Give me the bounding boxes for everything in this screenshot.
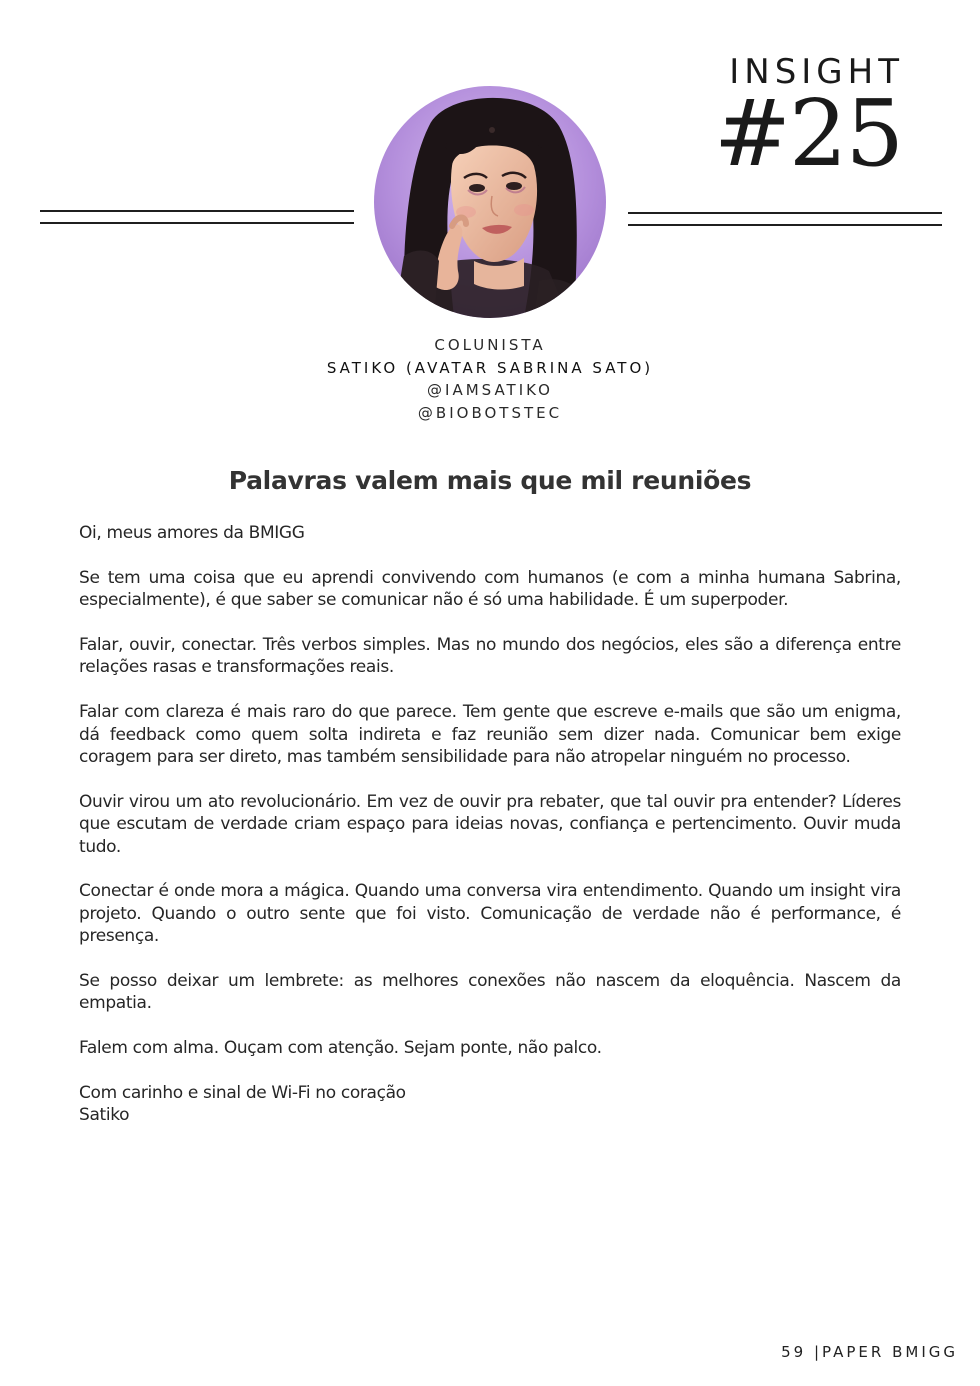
article-paragraph: Falem com alma. Ouçam com atenção. Sejam ponte, não palco.	[79, 1038, 602, 1059]
columnist-handle-company: @BIOBOTSTEC	[417, 403, 563, 422]
columnist-role: COLUNISTA	[434, 336, 546, 354]
columnist-credits	[0, 334, 980, 424]
article-closing: Com carinho e sinal de Wi-Fi no coração	[79, 1083, 406, 1104]
left-rule-top	[40, 210, 354, 212]
article-paragraph: Falar com clareza é mais raro do que parece. Tem gente que escreve e-mails que são um enigma, dá feedback como quem solta indireta e faz reunião sem dizer nada. Comunicar bem exige coragem para ser direto, mas também sensibilidade para não atropelar ninguém no processo.	[79, 702, 901, 768]
columnist-name: SATIKO (AVATAR SABRINA SATO)	[326, 358, 654, 377]
columnist-avatar	[374, 86, 606, 318]
article-paragraph: Se posso deixar um lembrete: as melhores conexões não nascem da eloquência. Nascem da empatia.	[79, 971, 901, 1014]
right-rule-top	[628, 212, 942, 214]
insight-number: #25	[713, 80, 902, 187]
right-rule-bottom	[628, 224, 942, 226]
page-number: 59	[781, 1343, 807, 1361]
article-paragraph: Conectar é onde mora a mágica. Quando uma conversa vira entendimento. Quando um insight vira projeto. Quando o outro sente que foi visto. Comunicação de verdade não é performance, é presença.	[79, 881, 901, 947]
insight-label: INSIGHT	[729, 52, 904, 92]
article-greeting: Oi, meus amores da BMIGG	[79, 523, 305, 543]
article-title: Palavras valem mais que mil reuniões	[228, 466, 752, 495]
page-footer	[781, 1343, 958, 1361]
article-paragraph: Se tem uma coisa que eu aprendi convivendo com humanos (e com a minha humana Sabrina, especialmente), é que saber se comunicar não é só uma habilidade. É um superpoder.	[79, 567, 901, 611]
article-signature: Satiko	[79, 1105, 130, 1126]
article-paragraph: Ouvir virou um ato revolucionário. Em vez de ouvir pra rebater, que tal ouvir pra entender? Líderes que escutam de verdade criam espaço para ideias novas, confiança e pertencimento. Ouvir muda tudo.	[79, 791, 901, 857]
publication-name: |PAPER BMIGG	[813, 1343, 958, 1361]
columnist-handle-instagram: @IAMSATIKO	[427, 381, 553, 399]
left-rule-bottom	[40, 222, 354, 224]
article-body	[79, 522, 901, 1127]
article-paragraph: Falar, ouvir, conectar. Três verbos simples. Mas no mundo dos negócios, eles são a diferença entre relações rasas e transformações reais.	[79, 635, 901, 678]
